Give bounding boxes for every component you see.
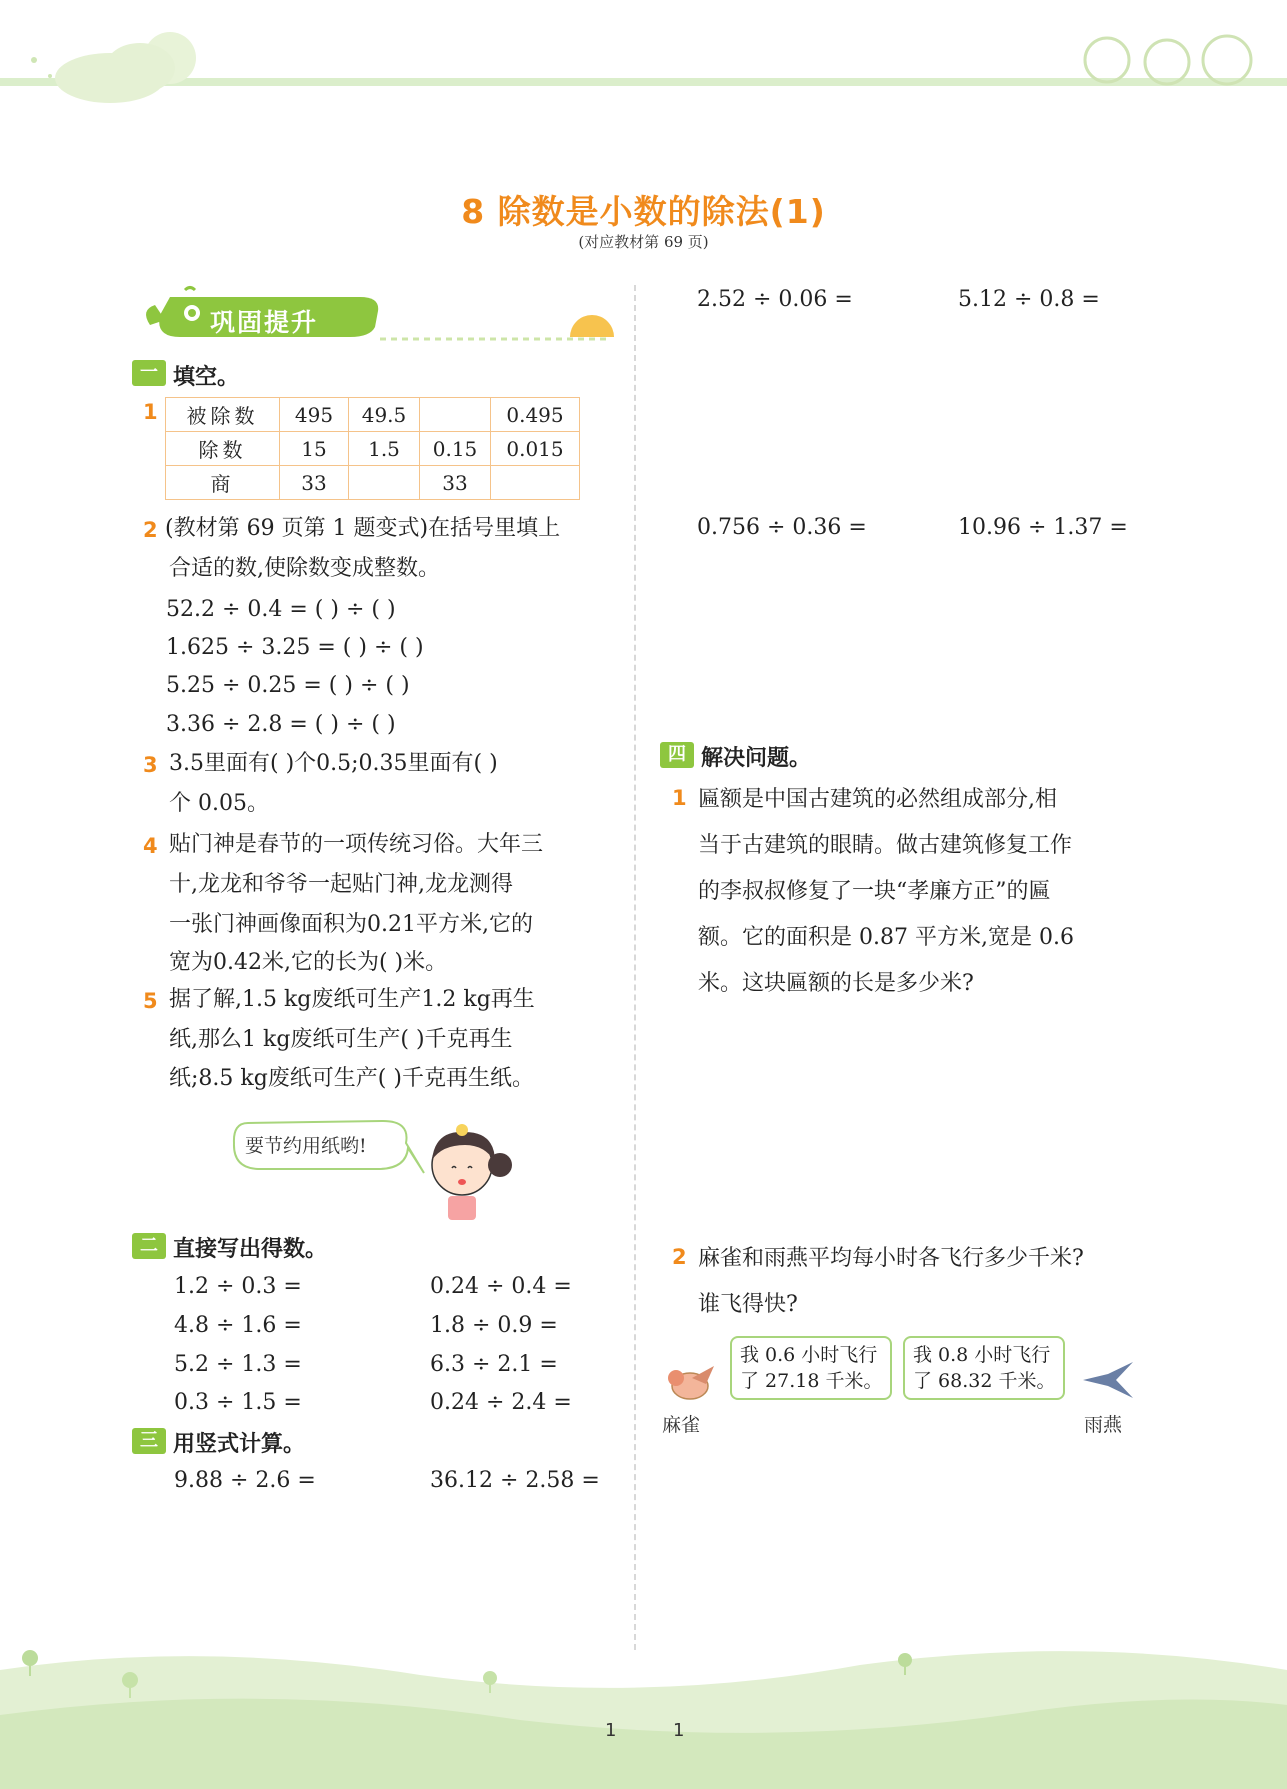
oral-equation: 4.8 ÷ 1.6 = [174, 1313, 302, 1338]
equation: 3.36 ÷ 2.8 = ( ) ÷ ( ) [166, 712, 396, 737]
page-subtitle: (对应教材第 69 页) [578, 233, 709, 251]
equation: 1.625 ÷ 3.25 = ( ) ÷ ( ) [166, 635, 424, 660]
table-cell: 商 [166, 466, 280, 500]
vertical-equation: 36.12 ÷ 2.58 = [430, 1468, 600, 1493]
swift-speech-line: 了 68.32 千米。 [913, 1370, 1056, 1392]
question-text: 贴门神是春节的一项传统习俗。大年三 [169, 832, 544, 857]
page-number-right: 1 [673, 1720, 685, 1741]
oral-equation: 6.3 ÷ 2.1 = [430, 1352, 558, 1377]
vertical-equation: 9.88 ÷ 2.6 = [174, 1468, 316, 1493]
footer-hills-icon [0, 1620, 1287, 1789]
banner-label: 巩固提升 [210, 308, 319, 337]
page-number-left: 1 [605, 1720, 617, 1741]
section-badge: 二 [132, 1233, 166, 1259]
equation: 5.25 ÷ 0.25 = ( ) ÷ ( ) [166, 673, 410, 698]
swift-label: 雨燕 [1084, 1414, 1123, 1436]
table-cell: 0.495 [491, 398, 580, 432]
section-badge: 一 [132, 360, 166, 386]
sparrow-speech-bubble [730, 1336, 892, 1400]
question-text: 宽为0.42米,它的长为( )米。 [169, 950, 448, 975]
table-cell [349, 466, 420, 500]
question-number: 3 [143, 753, 158, 777]
swift-icon [1078, 1360, 1138, 1400]
table-cell [420, 398, 491, 432]
section-title: 用竖式计算。 [173, 1432, 306, 1457]
question-text: 一张门神画像面积为0.21平方米,它的 [169, 912, 533, 937]
swift-speech-line: 我 0.8 小时飞行 [913, 1344, 1051, 1366]
question-number: 4 [143, 834, 158, 858]
sparrow-speech-line: 了 27.18 千米。 [740, 1370, 883, 1392]
girl-icon [420, 1120, 515, 1225]
question-text: 谁飞得快? [698, 1292, 798, 1317]
sparrow-icon [662, 1358, 722, 1408]
question-text: 纸;8.5 kg废纸可生产( )千克再生纸。 [169, 1066, 534, 1091]
question-text: 3.5里面有( )个0.5;0.35里面有( ) [169, 751, 498, 776]
section-title: 直接写出得数。 [173, 1237, 328, 1262]
question-text: 合适的数,使除数变成整数。 [169, 556, 440, 581]
question-text: 当于古建筑的眼睛。做古建筑修复工作 [698, 833, 1073, 858]
table-cell: 33 [420, 466, 491, 500]
question-text: 的李叔叔修复了一块“孝廉方正”的匾 [698, 879, 1051, 904]
banner-whale-icon [130, 285, 620, 345]
table-cell: 495 [280, 398, 349, 432]
question-text: 个 0.05。 [169, 791, 269, 816]
question-text: 据了解,1.5 kg废纸可生产1.2 kg再生 [169, 987, 535, 1012]
section-title: 解决问题。 [701, 746, 812, 771]
section-badge: 三 [132, 1428, 166, 1454]
page-title: 8 除数是小数的除法(1) [461, 192, 826, 231]
table-cell [491, 466, 580, 500]
question-number: 2 [143, 518, 158, 542]
section-title: 填空。 [173, 365, 240, 390]
column-divider [634, 285, 636, 1650]
table-cell: 1.5 [349, 432, 420, 466]
table-row [166, 466, 580, 500]
question-number: 2 [672, 1245, 687, 1269]
table-cell: 49.5 [349, 398, 420, 432]
table-cell: 0.015 [491, 432, 580, 466]
oral-equation: 0.3 ÷ 1.5 = [174, 1390, 302, 1415]
table-cell: 被除数 [166, 398, 280, 432]
question-number: 1 [672, 786, 687, 810]
oral-equation: 0.24 ÷ 2.4 = [430, 1390, 572, 1415]
sparrow-speech-line: 我 0.6 小时飞行 [740, 1344, 878, 1366]
vertical-equation: 10.96 ÷ 1.37 = [958, 515, 1128, 540]
question-text: 米。这块匾额的长是多少米? [698, 971, 974, 996]
swift-speech-bubble [903, 1336, 1065, 1400]
division-table [165, 397, 580, 500]
question-text: (教材第 69 页第 1 题变式)在括号里填上 [165, 516, 561, 541]
table-cell: 15 [280, 432, 349, 466]
cloud-sun-icon [20, 18, 200, 108]
vertical-equation: 0.756 ÷ 0.36 = [697, 515, 867, 540]
speech-bubble-text: 要节约用纸哟! [245, 1135, 367, 1157]
vertical-equation: 2.52 ÷ 0.06 = [697, 287, 853, 312]
question-text: 十,龙龙和爷爷一起贴门神,龙龙测得 [169, 872, 513, 897]
question-text: 麻雀和雨燕平均每小时各飞行多少千米? [698, 1246, 1084, 1271]
animals-icon [1077, 20, 1267, 90]
equation: 52.2 ÷ 0.4 = ( ) ÷ ( ) [166, 597, 396, 622]
oral-equation: 1.2 ÷ 0.3 = [174, 1274, 302, 1299]
question-number: 5 [143, 989, 158, 1013]
question-number: 1 [143, 400, 158, 424]
table-cell: 除数 [166, 432, 280, 466]
question-text: 纸,那么1 kg废纸可生产( )千克再生 [169, 1027, 513, 1052]
section-badge: 四 [660, 742, 694, 768]
table-row [166, 432, 580, 466]
oral-equation: 0.24 ÷ 0.4 = [430, 1274, 572, 1299]
sparrow-label: 麻雀 [662, 1414, 701, 1436]
vertical-equation: 5.12 ÷ 0.8 = [958, 287, 1100, 312]
oral-equation: 1.8 ÷ 0.9 = [430, 1313, 558, 1338]
table-cell: 33 [280, 466, 349, 500]
table-row [166, 398, 580, 432]
question-text: 额。它的面积是 0.87 平方米,宽是 0.6 [698, 925, 1074, 950]
question-text: 匾额是中国古建筑的必然组成部分,相 [698, 787, 1057, 812]
oral-equation: 5.2 ÷ 1.3 = [174, 1352, 302, 1377]
table-cell: 0.15 [420, 432, 491, 466]
